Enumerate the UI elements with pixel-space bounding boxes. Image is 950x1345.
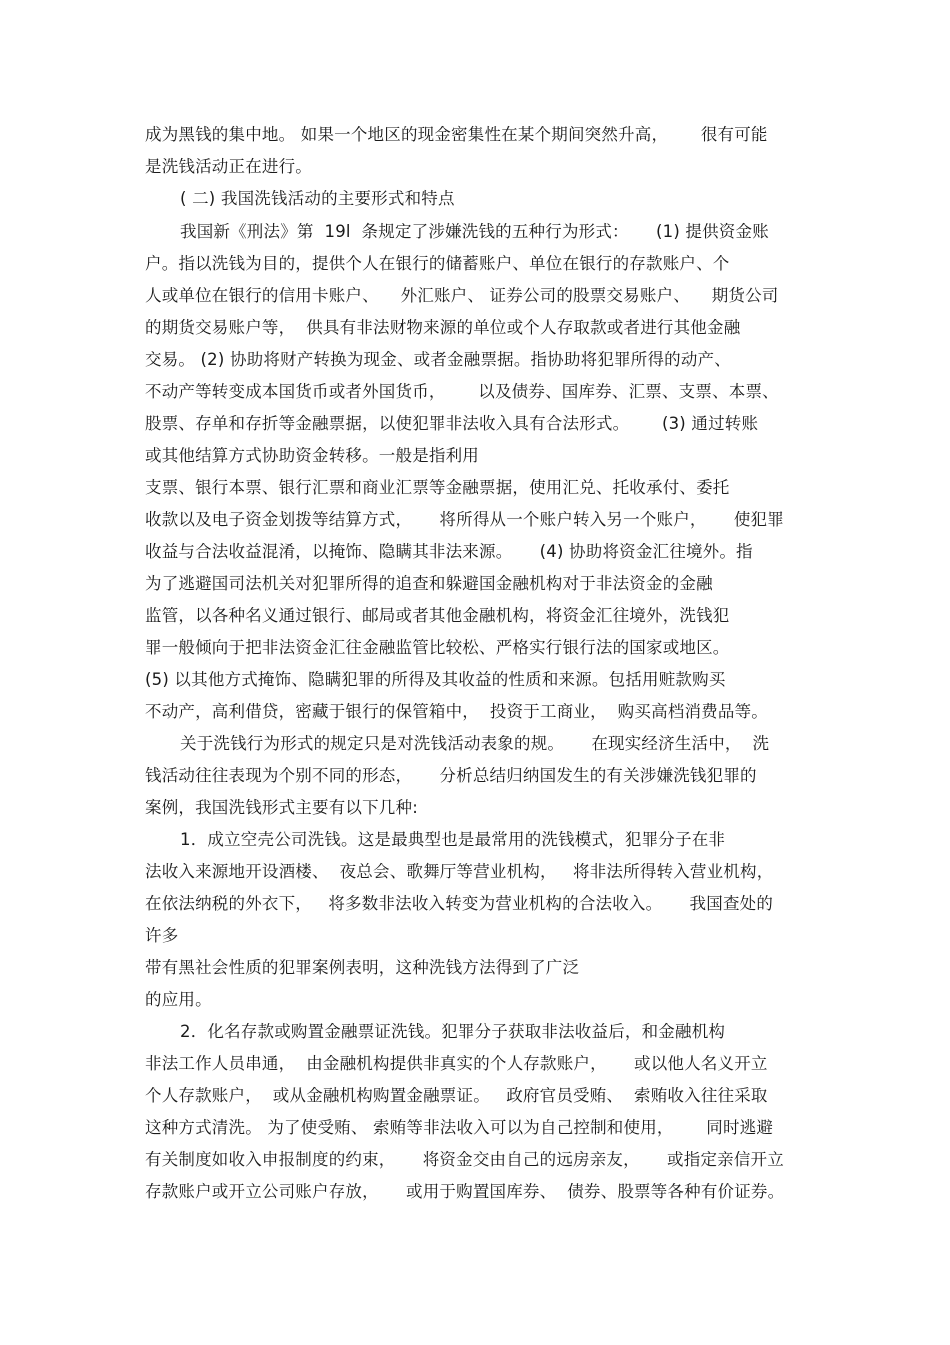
- text-line: 法收入来源地开设酒楼、 夜总会、歌舞厅等营业机构， 将非法所得转入营业机构，: [145, 862, 774, 881]
- text-line: 的期货交易账户等， 供具有非法财物来源的单位或个人存取款或者进行其他金融: [145, 318, 741, 337]
- text-line: 支票、银行本票、银行汇票和商业汇票等金融票据，使用汇兑、托收承付、委托: [145, 478, 730, 497]
- text-line: 人或单位在银行的信用卡账户、 外汇账户、 证券公司的股票交易账户、 期货公司: [145, 286, 779, 305]
- text-line: 案例，我国洗钱形式主要有以下几种:: [145, 798, 418, 817]
- text-line: 存款账户或开立公司账户存放， 或用于购置国库券、 债券、股票等各种有价证券。: [145, 1182, 785, 1201]
- text-line: 关于洗钱行为形式的规定只是对洗钱活动表象的规。 在现实经济生活中， 洗: [180, 734, 770, 753]
- text-line: 钱活动往往表现为个别不同的形态， 分析总结归纳国发生的有关涉嫌洗钱犯罪的: [145, 766, 757, 785]
- text-line: 收款以及电子资金划拨等结算方式， 将所得从一个账户转入另一个账户， 使犯罪: [145, 510, 784, 529]
- text-line: 的应用。: [145, 990, 212, 1009]
- text-line: 或其他结算方式协助资金转移。一般是指利用: [145, 446, 479, 465]
- text-line: 非法工作人员串通， 由金融机构提供非真实的个人存款账户， 或以他人名义开立: [145, 1054, 768, 1073]
- section-heading: ( 二) 我国洗钱活动的主要形式和特点: [180, 189, 455, 208]
- text-line: 这种方式清洗。 为了使受贿、 索贿等非法收入可以为自己控制和使用， 同时逃避: [145, 1118, 774, 1137]
- text-line: 是洗钱活动正在进行。: [145, 157, 312, 176]
- text-line: 不动产等转变成本国货币或者外国货币， 以及债券、国库券、汇票、支票、本票、: [145, 382, 779, 401]
- text-line: 罪一般倾向于把非法资金汇往金融监管比较松、严格实行银行法的国家或地区。: [145, 638, 730, 657]
- list-item-heading: 2．化名存款或购置金融票证洗钱。犯罪分子获取非法收益后，和金融机构: [180, 1022, 726, 1041]
- list-item-heading: 1．成立空壳公司洗钱。这是最典型也是最常用的洗钱模式，犯罪分子在非: [180, 830, 726, 849]
- text-line: 监管，以各种名义通过银行、邮局或者其他金融机构，将资金汇往境外，洗钱犯: [145, 606, 730, 625]
- text-line: 收益与合法收益混淆，以掩饰、隐瞒其非法来源。 (4) 协助将资金汇往境外。指: [145, 542, 753, 561]
- text-line: 有关制度如收入申报制度的约束， 将资金交由自己的远房亲友， 或指定亲信开立: [145, 1150, 784, 1169]
- text-line: (5) 以其他方式掩饰、隐瞒犯罪的所得及其收益的性质和来源。包括用赃款购买: [145, 670, 726, 689]
- text-line: 带有黑社会性质的犯罪案例表明，这种洗钱方法得到了广泛: [145, 958, 580, 977]
- text-line: 不动产，高利借贷，密藏于银行的保管箱中， 投资于工商业， 购买高档消费品等。: [145, 702, 768, 721]
- text-line: 股票、存单和存折等金融票据，以使犯罪非法收入具有合法形式。 (3) 通过转账: [145, 414, 759, 433]
- text-line: 交易。 (2) 协助将财产转换为现金、或者金融票据。指协助将犯罪所得的动产、: [145, 350, 731, 369]
- text-line: 在依法纳税的外衣下， 将多数非法收入转变为营业机构的合法收入。 我国查处的: [145, 894, 774, 913]
- text-line: 许多: [145, 926, 179, 945]
- text-line: 户。指以洗钱为目的，提供个人在银行的储蓄账户、单位在银行的存款账户、个: [145, 254, 730, 273]
- text-line: 个人存款账户， 或从金融机构购置金融票证。 政府官员受贿、 索贿收入往往采取: [145, 1086, 768, 1105]
- text-line: 成为黑钱的集中地。 如果一个地区的现金密集性在某个期间突然升高， 很有可能: [145, 125, 768, 144]
- text-line: 为了逃避国司法机关对犯罪所得的追查和躲避国金融机构对于非法资金的金融: [145, 574, 713, 593]
- text-line: 我国新《刑法》第 19l 条规定了涉嫌洗钱的五种行为形式： (1) 提供资金账: [180, 222, 769, 241]
